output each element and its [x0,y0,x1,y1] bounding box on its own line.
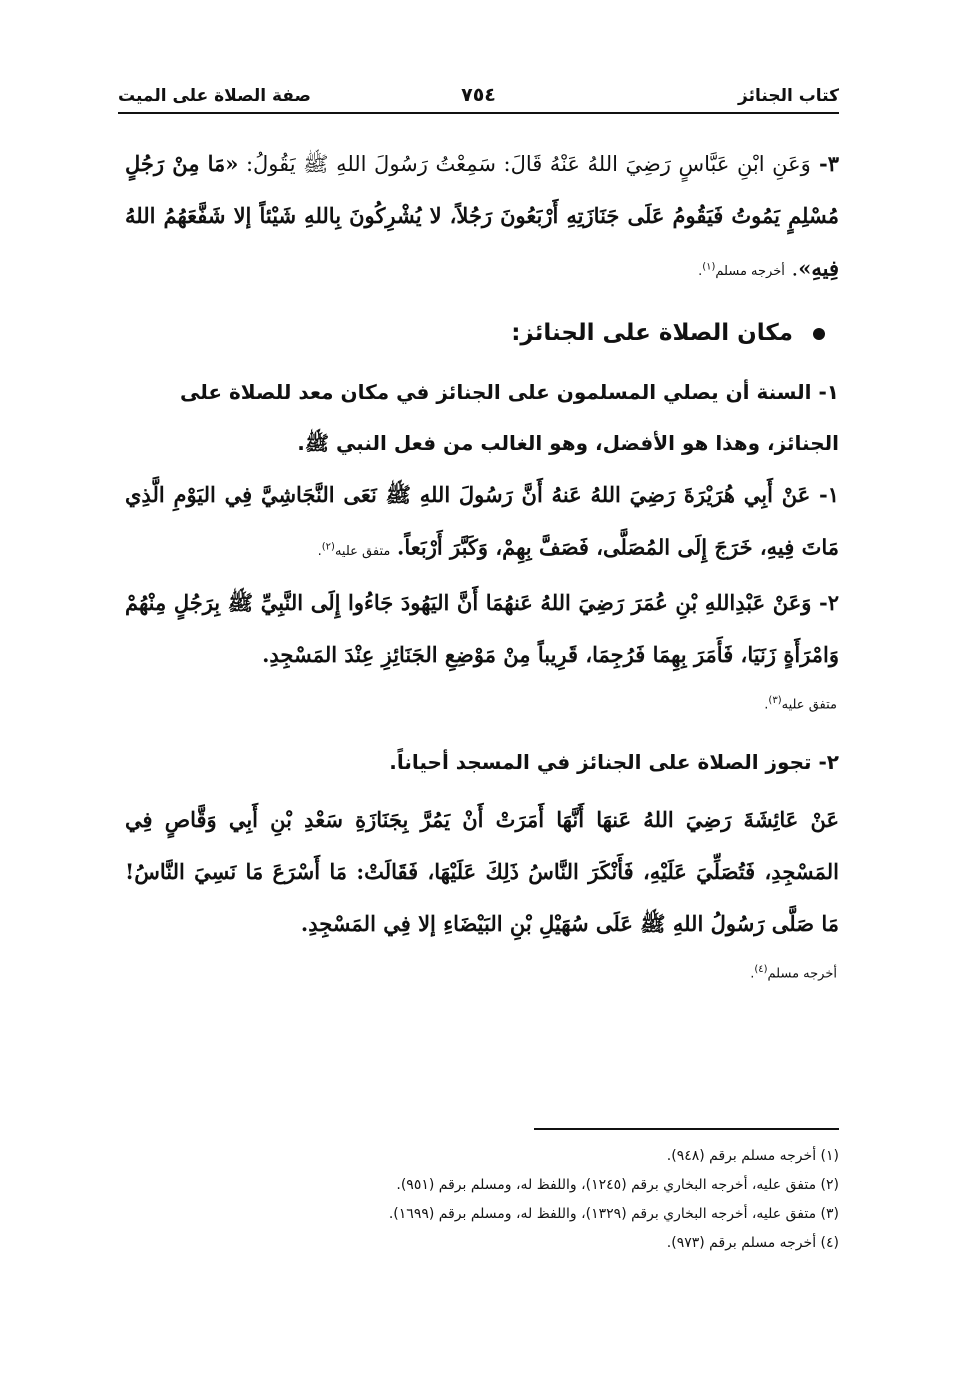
footnote-item: (٤) أخرجه مسلم برقم (٩٧٣). [666,1235,839,1251]
hadith-source [698,264,785,279]
hadith-text: عَنْ عَائِشَةَ رَضِيَ اللهُ عَنهَا أَنَّهَا أَمَرَتْ أَنْ يَمُرَّ بِجَنَازَةِ سَعْدِ بْنِ أَبِي وَقَّاصٍ فِي المَسْجِدِ، فَتُصَلِّيَ عَلَيْهِ، فَأَنْكَرَ النَّاسُ ذَلِكَ عَلَيْهَا، فَقَالَتْ: مَا أَسْرَعَ مَا نَسِيَ النَّاسُ! مَا صَلَّى رَسُولُ اللهِ ﷺ عَلَى سُهَيْلِ بْنِ البَيْضَاءِ إلا فِي المَسْجِدِ. [125,806,839,936]
item-number: ٣- [810,151,840,176]
running-header [118,82,839,112]
punctuation: . [784,256,799,281]
hadith-source [125,681,839,725]
section-heading-text: مكان الصلاة على الجنائز: [511,320,793,347]
hadith-source [317,541,391,559]
hadith-intro: وَعَنِ ابْنِ عَبَّاسٍ رَضِيَ اللهُ عَنْهُ قَالَ: سَمِعْتُ رَسُولَ اللهِ ﷺ يَقُولُ: [238,152,811,176]
item-number: ١- [810,482,839,508]
punctuation: . [750,966,755,982]
bullet-icon [813,328,825,340]
hadith-quote: «مَا مِنْ رَجُلٍ مُسْلِمٍ يَمُوتُ فَيَقُومُ عَلَى جَنَازَتِهِ أَرْبَعُونَ رَجُلاً، لا يُشْرِكُونَ بِاللهِ شَيْئاً إلا شَفَّعَهُمُ اللهُ فِيهِ» [125,151,839,281]
main-text [125,138,839,994]
hadith-abu-hurayra [125,469,839,576]
hadith-ibn-abbas [125,138,839,297]
footnote-item: (٣) متفق عليه، أخرجه البخاري برقم (١٣٢٩)، واللفظ له، ومسلم برقم (١٦٩٩). [388,1206,839,1222]
rule-text: تجوز الصلاة على الجنائز في المسجد أحياناً. [389,749,812,774]
chapter-title: صفة الصلاة على الميت [118,86,311,106]
source-text: متفق عليه [781,696,837,712]
footnote-ref: (٢) [321,541,335,553]
page-number: ٧٥٤ [461,84,496,106]
item-number: ١- [811,380,839,405]
footnote-item: (٢) متفق عليه، أخرجه البخاري برقم (١٢٤٥)، واللفظ له، ومسلم برقم (٩٥١). [396,1177,839,1193]
rule-2 [125,737,839,788]
footnotes [125,1142,839,1258]
rule-1 [125,367,839,469]
hadith-text: عَنْ أَبِي هُرَيْرَةَ رَضِيَ اللهُ عَنهُ أَنَّ رَسُولَ اللهِ ﷺ نَعَى النَّجَاشِيَّ فِي اليَوْمِ الَّذِي مَاتَ فِيهِ، خَرَجَ إِلَى المُصَلَّى، فَصَفَّ بِهِمْ، وَكَبَّرَ أَرْبَعاً. [125,482,839,560]
footnote-ref: (٤) [754,963,768,975]
book-title: كتاب الجنائز [738,86,839,106]
hadith-text: وَعَنْ عَبْدِاللهِ بْنِ عُمَرَ رَضِيَ اللهُ عَنهُمَا أَنَّ اليَهُودَ جَاءُوا إِلَى النَّبِيِّ ﷺ بِرَجُلٍ مِنْهُمْ وَامْرَأَةٍ زَنَيَا، فَأَمَرَ بِهِمَا فَرُجِمَا، قَرِيباً مِنْ مَوْضِعِ الجَنَائِزِ عِنْدَ المَسْجِدِ. [125,589,839,667]
source-text: أخرجه مسلم [767,966,837,982]
source-text: أخرجه مسلم [715,264,785,280]
footnote-divider [534,1128,839,1130]
footnote-ref: (١) [702,262,716,273]
header-divider [118,112,839,114]
punctuation: . [317,543,322,559]
footnote-ref: (٣) [768,694,782,706]
hadith-source [125,950,839,994]
punctuation: . [764,696,769,712]
punctuation: . [698,264,703,280]
hadith-ibn-umar [125,577,839,681]
item-number: ٢- [811,749,839,774]
spacer [125,725,839,737]
footnote-item: (١) أخرجه مسلم برقم (٩٤٨). [666,1148,839,1164]
item-number: ٢- [811,589,839,615]
section-heading [125,303,839,363]
rule-text: السنة أن يصلي المسلمون على الجنائز في مكان معد للصلاة على الجنائز، وهذا هو الأفضل، وهو الغالب من فعل النبي ﷺ. [179,380,839,456]
source-text: متفق عليه [334,543,391,559]
hadith-aisha [125,794,839,950]
